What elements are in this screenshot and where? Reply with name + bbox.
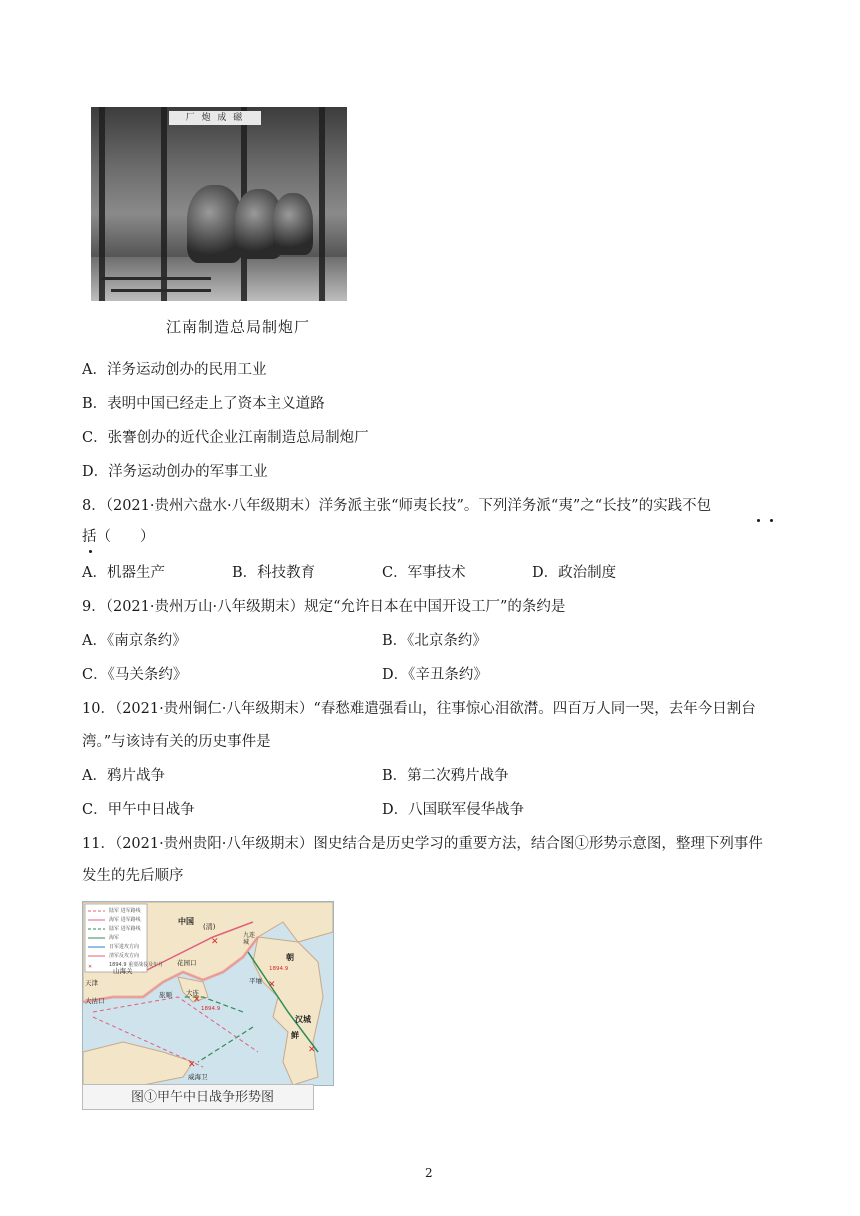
legend-battle-symbol: ✕ <box>88 964 93 970</box>
q8-stem-line1: 8．（2021·贵州六盘水·八年级期末）洋务派主张“师夷长技”。下列洋务派“夷”之“长技”的实践不包 <box>82 498 712 514</box>
map-caption: 图①甲午中日战争形势图 <box>82 1084 314 1110</box>
map-label-jiulian: 九连城 <box>243 932 256 946</box>
q10-stem-line2: 湾。”与该诗有关的历史事件是 <box>82 734 271 750</box>
photo-rail <box>101 277 211 280</box>
q7-option-b: B．表明中国已经走上了资本主义道路 <box>82 396 325 412</box>
q8-stem-line2: 括（ ） <box>82 529 155 545</box>
photo-machine <box>273 193 313 255</box>
map-label-shanhaiguan: 山海关 <box>113 967 133 975</box>
japan-navy-route-2 <box>198 1027 253 1062</box>
sino-japanese-war-map <box>82 901 334 1086</box>
map-label-weihaiwei: 威海卫 <box>188 1073 208 1081</box>
q11-stem-line2: 发生的先后顺序 <box>82 868 184 884</box>
map-label-chao: 朝 <box>286 953 294 962</box>
emphasis-dot <box>89 550 92 553</box>
photo-column <box>161 107 167 301</box>
map-label-hancheng: 汉城 <box>295 1015 311 1024</box>
legend-item: 清军反攻方向 <box>109 953 140 959</box>
q8-option-b: B．科技教育 <box>232 565 316 581</box>
legend-item: 1894.9 重要战役及年月 <box>109 962 164 968</box>
q9-option-d: D．《辛丑条约》 <box>382 667 488 683</box>
battle-mark: ✕ <box>268 980 276 990</box>
emphasis-dot <box>757 519 760 522</box>
emphasis-dot <box>770 519 773 522</box>
battle-mark: ✕ <box>188 1060 196 1070</box>
map-label-dagukou: 大沽口 <box>85 997 105 1005</box>
legend-item: 日军进攻方向 <box>109 944 140 950</box>
battle-mark: ✕ <box>193 995 201 1005</box>
legend-item: 陆军 进军路线 <box>109 926 141 932</box>
q7-option-c: C．张謇创办的近代企业江南制造总局制炮厂 <box>82 430 369 446</box>
shandong-landmass <box>83 1042 193 1085</box>
battle-mark: ✕ <box>211 937 219 947</box>
q7-option-a: A．洋务运动创办的民用工业 <box>82 362 267 378</box>
photo-column <box>319 107 325 301</box>
q9-option-b: B．《北京条约》 <box>382 633 487 649</box>
q10-option-b: B．第二次鸦片战争 <box>382 768 509 784</box>
legend-item: 陆军 进军路线 <box>109 908 141 914</box>
map-label-huayuankou: 花园口 <box>177 959 197 967</box>
q11-stem-line1: 11．（2021·贵州贵阳·八年级期末）图史结合是历史学习的重要方法，结合图①形势示意图，整理下列事件 <box>82 836 763 852</box>
photo-signboard: 厂 炮 成 磁 <box>169 111 261 125</box>
map-label-date2: 1894.9 <box>269 966 289 972</box>
q10-option-c: C．甲午中日战争 <box>82 802 195 818</box>
map-label-date1: 1894.9 <box>201 1006 221 1012</box>
map-label-xian: 鲜 <box>291 1031 299 1040</box>
q10-option-a: A．鸦片战争 <box>82 768 165 784</box>
jiangnan-arsenal-photo <box>91 107 347 301</box>
q9-option-a: A．《南京条约》 <box>82 633 187 649</box>
map-label-tianjin: 天津 <box>85 979 98 987</box>
map-label-pingrang: 平壤 <box>249 977 262 985</box>
q7-option-d: D．洋务运动创办的军事工业 <box>82 464 268 480</box>
photo-caption: 江南制造总局制炮厂 <box>166 318 311 336</box>
q8-option-a: A．机器生产 <box>82 565 165 581</box>
map-label-china: 中国 <box>178 917 194 926</box>
photo-column <box>99 107 105 301</box>
q8-option-c: C．军事技术 <box>382 565 466 581</box>
map-label-dalian: 大连 <box>186 989 199 997</box>
photo-rail <box>111 289 211 292</box>
legend-item: 海军 <box>109 935 120 941</box>
q9-option-c: C．《马关条约》 <box>82 667 188 683</box>
map-legend-text <box>109 907 163 970</box>
q10-option-d: D．八国联军侵华战争 <box>382 802 525 818</box>
q10-stem-line1: 10．（2021·贵州铜仁·八年级期末）“春愁难遣强看山，往事惊心泪欲潸。四百万人同一哭，去年今日割台 <box>82 701 756 717</box>
battle-mark: ✕ <box>308 1045 316 1055</box>
q8-option-d: D．政治制度 <box>532 565 617 581</box>
legend-item: 海军 进军路线 <box>109 917 141 923</box>
map-label-qing: (清) <box>203 923 216 931</box>
q9-stem: 9．（2021·贵州万山·八年级期末）规定“允许日本在中国开设工厂”的条约是 <box>82 599 566 615</box>
page-number: 2 <box>425 1166 433 1180</box>
map-label-lushun: 旅顺 <box>159 991 172 999</box>
